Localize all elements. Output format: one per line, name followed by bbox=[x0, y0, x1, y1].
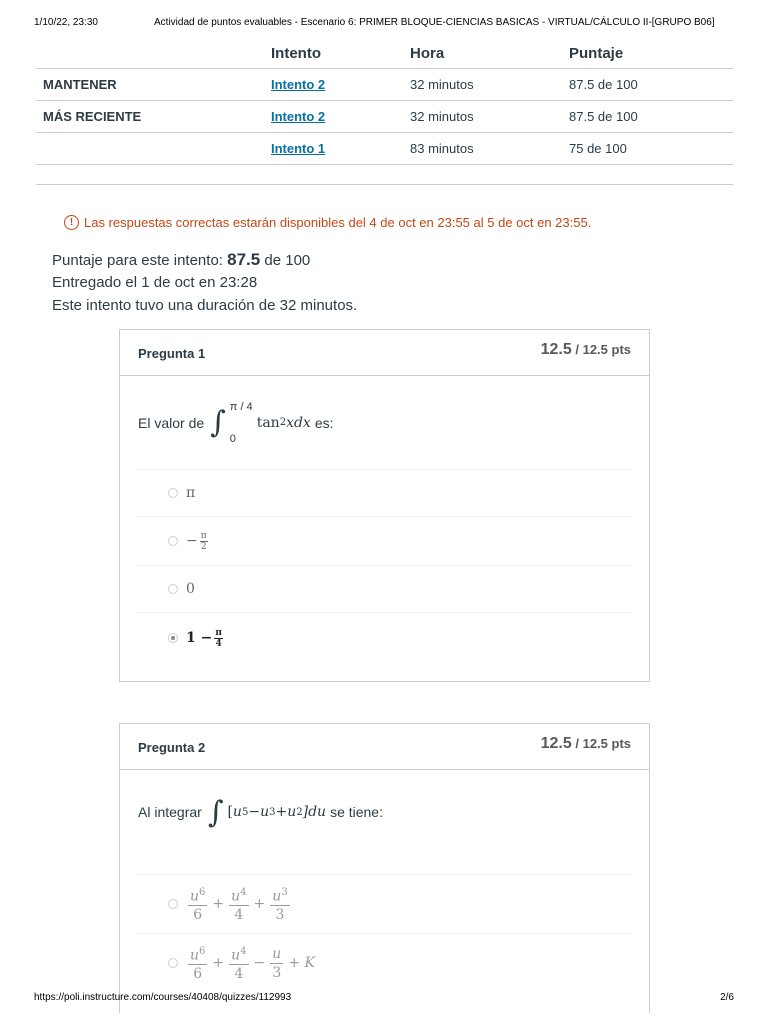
section-divider bbox=[36, 184, 733, 185]
radio-button[interactable] bbox=[168, 899, 178, 909]
answer-option[interactable]: π bbox=[138, 469, 631, 516]
attempt-summary bbox=[52, 248, 357, 317]
answer-option[interactable]: $\frac{u^6}{6}$ + $\frac{u^4}{4}$ + $\frac{u^3}{3}$ bbox=[138, 874, 631, 933]
duration-line: Este intento tuvo una duración de 32 minutos. bbox=[52, 297, 358, 314]
question-2 bbox=[119, 723, 650, 1013]
question-header bbox=[120, 330, 649, 376]
header-attempt: Intento bbox=[271, 38, 410, 69]
radio-button[interactable] bbox=[168, 536, 178, 546]
question-points: 12.5 / 12.5 pts bbox=[540, 341, 631, 358]
table-row bbox=[36, 69, 733, 101]
attempt-link[interactable]: Intento 2 bbox=[271, 77, 326, 92]
integral-sign: ∫ bbox=[210, 405, 226, 440]
integrand: tan 2 xdx bbox=[256, 414, 311, 431]
question-title: Pregunta 2 bbox=[138, 740, 206, 755]
table-row bbox=[36, 133, 733, 165]
print-footer bbox=[34, 992, 734, 1003]
integral-sign: ∫ bbox=[207, 794, 224, 830]
question-header bbox=[120, 724, 649, 770]
question-text: Al integrar ∫ [ u 5 − u 3 + u 2 ]du se tiene: bbox=[138, 794, 383, 830]
exclamation-circle-icon: ! bbox=[64, 215, 79, 230]
attempt-score: 75 de 100 bbox=[569, 133, 733, 165]
row-label bbox=[36, 133, 271, 165]
header-score: Puntaje bbox=[569, 38, 733, 69]
integrand: [ u 5 − u 3 + u 2 ]du bbox=[227, 804, 327, 820]
answer-option[interactable]: $\frac{u^6}{6}$ + $\frac{u^4}{4}$ − $\frac{u}{3}$ + K bbox=[138, 933, 631, 992]
print-page-number: 2/6 bbox=[720, 992, 734, 1003]
attempt-link[interactable]: Intento 1 bbox=[271, 141, 326, 156]
table-row bbox=[36, 101, 733, 133]
attempt-score: 87.5 de 100 bbox=[569, 101, 733, 133]
integral-limits: π / 4 0 bbox=[229, 400, 253, 445]
attempt-time: 32 minutos bbox=[410, 101, 569, 133]
radio-button[interactable] bbox=[168, 584, 178, 594]
attempt-score: 87.5 de 100 bbox=[569, 69, 733, 101]
question-points: 12.5 / 12.5 pts bbox=[540, 735, 631, 752]
answer-option[interactable]: − $\frac{\pi}{2}$ bbox=[138, 516, 631, 565]
print-title: Actividad de puntos evaluables - Escenario 6: PRIMER BLOQUE-CIENCIAS BASICAS - VIRTUAL/CÁLCULO II-[GRUPO B06] bbox=[154, 17, 715, 28]
attempt-time: 32 minutos bbox=[410, 69, 569, 101]
row-label: MÁS RECIENTE bbox=[36, 101, 271, 133]
question-1 bbox=[119, 329, 650, 682]
print-url: https://poli.instructure.com/courses/40408/quizzes/112993 bbox=[34, 992, 292, 1003]
radio-button[interactable] bbox=[168, 958, 178, 968]
table-header-row bbox=[36, 38, 733, 69]
radio-button[interactable] bbox=[168, 488, 178, 498]
header-time: Hora bbox=[410, 38, 569, 69]
attempt-link[interactable]: Intento 2 bbox=[271, 109, 326, 124]
attempt-score-line: Puntaje para este intento: 87.5 de 100 bbox=[52, 250, 311, 269]
question-text: El valor de ∫ π / 4 0 tan 2 xdx es: bbox=[138, 400, 334, 445]
attempt-score-value: 87.5 bbox=[227, 250, 261, 269]
attempt-time: 83 minutos bbox=[410, 133, 569, 165]
answer-option[interactable]: 0 bbox=[138, 565, 631, 612]
warning-text: Las respuestas correctas estarán disponibles del 4 de oct en 23:55 al 5 de oct en 23:55. bbox=[84, 215, 592, 230]
row-label: MANTENER bbox=[36, 69, 271, 101]
answer-option-selected[interactable]: 1 − $\frac{\pi}{4}$ bbox=[138, 612, 631, 663]
question-title: Pregunta 1 bbox=[138, 346, 206, 361]
radio-button-checked[interactable] bbox=[168, 633, 178, 643]
submitted-line: Entregado el 1 de oct en 23:28 bbox=[52, 274, 258, 291]
attempts-table bbox=[36, 38, 733, 165]
answers-availability-warning bbox=[64, 215, 591, 230]
print-date: 1/10/22, 23:30 bbox=[34, 17, 98, 28]
